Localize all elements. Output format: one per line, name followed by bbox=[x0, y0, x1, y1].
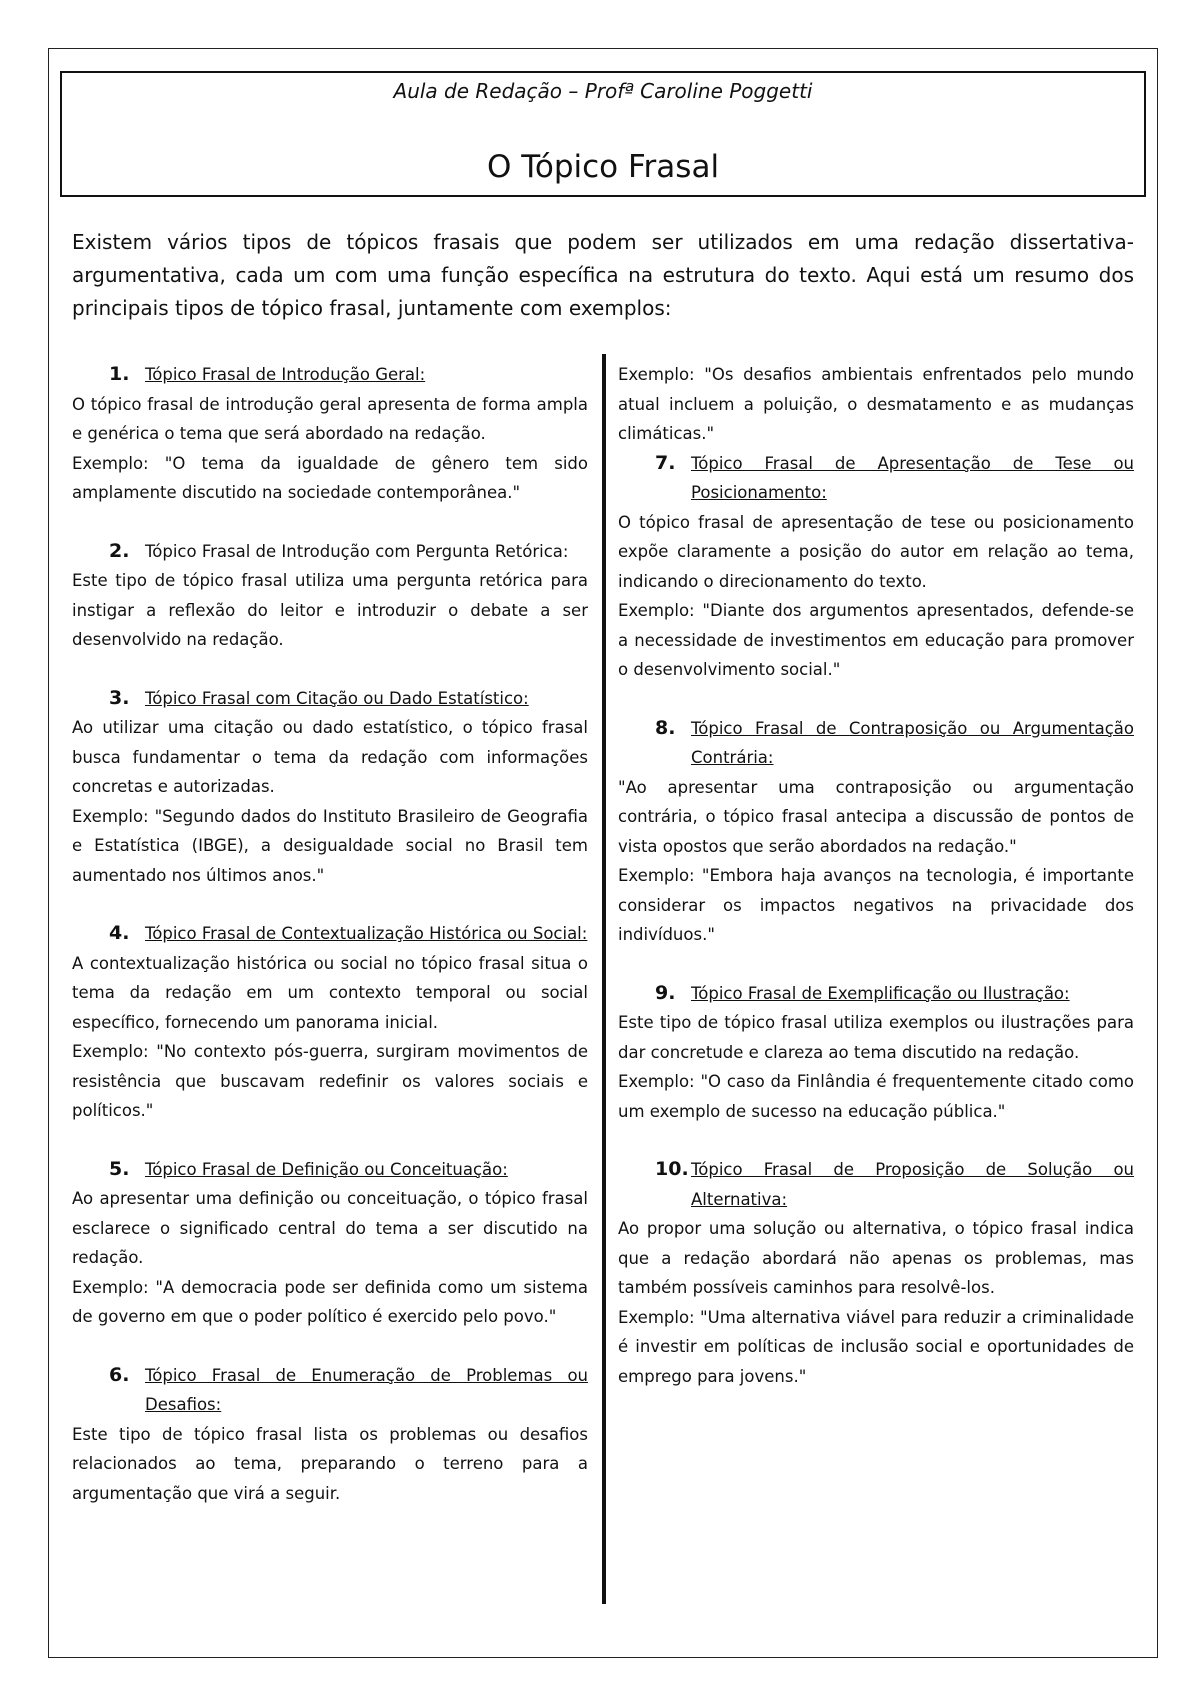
topic-number: 3. bbox=[109, 686, 130, 709]
topic-number: 7. bbox=[655, 451, 676, 474]
topic-description: O tópico frasal de apresentação de tese ou posicionamento expõe claramente a posição do autor em relação ao tema, indicando o direcionamento do texto. bbox=[618, 512, 1134, 591]
topic-number: 4. bbox=[109, 922, 130, 944]
topic-title: Tópico Frasal de Contraposição ou Argumentação Contrária: bbox=[691, 718, 1134, 767]
topic-title: Tópico Frasal de Introdução com Pergunta Retórica: bbox=[145, 541, 569, 561]
topic-description: Ao utilizar uma citação ou dado estatístico, o tópico frasal busca fundamentar o tema da redação com informações concretas e autorizadas. bbox=[72, 718, 588, 796]
topic-example: Exemplo: "O caso da Finlândia é frequentemente citado como um exemplo de sucesso na educação pública." bbox=[618, 1072, 1134, 1121]
topic-example: Exemplo: "No contexto pós-guerra, surgiram movimentos de resistência que buscavam redefinir os valores sociais e políticos." bbox=[72, 1042, 588, 1120]
topic-heading bbox=[618, 1155, 1134, 1214]
topic-8 bbox=[618, 714, 1134, 950]
topic-title: Tópico Frasal de Definição ou Conceituação: bbox=[145, 1159, 508, 1179]
topic-description: O tópico frasal de introdução geral apresenta de forma ampla e genérica o tema que será abordado na redação. bbox=[72, 394, 588, 443]
topic-5 bbox=[72, 1155, 588, 1332]
topic-heading bbox=[72, 1361, 588, 1420]
topic-example: Exemplo: "Diante dos argumentos apresentados, defende-se a necessidade de investimentos em educação para promover o desenvolvimento social." bbox=[618, 601, 1134, 679]
topic-heading bbox=[72, 1155, 588, 1185]
topic-example: Exemplo: "Uma alternativa viável para reduzir a criminalidade é investir em políticas de inclusão social e oportunidades de emprego para jovens." bbox=[618, 1307, 1134, 1386]
topic-heading bbox=[72, 684, 588, 714]
topic-number: 1. bbox=[109, 363, 130, 385]
topic-heading bbox=[618, 979, 1134, 1009]
topic-6 bbox=[72, 1361, 588, 1509]
intro-paragraph: Existem vários tipos de tópicos frasais que podem ser utilizados em uma redação dissertativa-argumentativa, cada um com uma função específica na estrutura do texto. Aqui está um resumo dos principais tipos de tópico frasal, juntamente com exemplos: bbox=[72, 230, 1134, 320]
topic-heading bbox=[618, 714, 1134, 773]
topic-number: 8. bbox=[655, 716, 676, 739]
column-divider bbox=[602, 354, 606, 1604]
topic-description: Este tipo de tópico frasal utiliza exemplos ou ilustrações para dar concretude e clareza ao tema discutido na redação. bbox=[618, 1013, 1134, 1062]
topic-heading bbox=[72, 360, 588, 390]
topic-number: 9. bbox=[655, 981, 676, 1004]
topic-number: 5. bbox=[109, 1157, 130, 1180]
page-title: O Tópico Frasal bbox=[486, 149, 720, 185]
topic-title: Tópico Frasal de Enumeração de Problemas ou Desafios: bbox=[145, 1365, 588, 1414]
topic-title: Tópico Frasal de Exemplificação ou Ilustração: bbox=[691, 983, 1070, 1003]
topic-4 bbox=[72, 919, 588, 1126]
topic-title: Tópico Frasal com Citação ou Dado Estatístico: bbox=[145, 688, 529, 708]
topic-heading bbox=[618, 449, 1134, 508]
right-column bbox=[618, 360, 1134, 1420]
topic-number: 6. bbox=[109, 1363, 130, 1386]
topic-2 bbox=[72, 537, 588, 655]
topic-number: 2. bbox=[109, 539, 130, 562]
topic-3 bbox=[72, 684, 588, 891]
topic-example: Exemplo: "Segundo dados do Instituto Brasileiro de Geografia e Estatística (IBGE), a desigualdade social no Brasil tem aumentado nos últimos anos." bbox=[72, 806, 588, 885]
topic-description: A contextualização histórica ou social no tópico frasal situa o tema da redação em um contexto temporal ou social específico, fornecendo um panorama inicial. bbox=[72, 953, 588, 1032]
topic-description: "Ao apresentar uma contraposição ou argumentação contrária, o tópico frasal antecipa a discussão de pontos de vista opostos que serão abordados na redação." bbox=[618, 777, 1134, 856]
topic-9 bbox=[618, 979, 1134, 1127]
topic-10 bbox=[618, 1155, 1134, 1391]
topic-title: Tópico Frasal de Contextualização Histórica ou Social: bbox=[145, 924, 588, 943]
left-column bbox=[72, 360, 588, 1537]
topic-example: Exemplo: "A democracia pode ser definida como um sistema de governo em que o poder político é exercido pelo povo." bbox=[72, 1277, 588, 1326]
topic-heading bbox=[72, 919, 588, 949]
topic-number: 10. bbox=[655, 1158, 689, 1180]
topic-description: Este tipo de tópico frasal utiliza uma pergunta retórica para instigar a reflexão do leitor e introduzir o debate a ser desenvolvido na redação. bbox=[72, 571, 588, 649]
topic-7 bbox=[618, 449, 1134, 685]
topic-1 bbox=[72, 360, 588, 508]
topic-title: Tópico Frasal de Introdução Geral: bbox=[145, 365, 426, 384]
header-box bbox=[60, 71, 1146, 197]
topic-title: Tópico Frasal de Apresentação de Tese ou Posicionamento: bbox=[691, 453, 1134, 502]
topic-title: Tópico Frasal de Proposição de Solução ou Alternativa: bbox=[691, 1160, 1134, 1209]
topic-description: Ao propor uma solução ou alternativa, o tópico frasal indica que a redação abordará não apenas os problemas, mas também possíveis caminhos para resolvê-los. bbox=[618, 1219, 1134, 1297]
topic-description: Este tipo de tópico frasal lista os problemas ou desafios relacionados ao tema, preparando o terreno para a argumentação que virá a seguir. bbox=[72, 1424, 588, 1503]
topic-example: Exemplo: "O tema da igualdade de gênero tem sido amplamente discutido na sociedade contemporânea." bbox=[72, 453, 588, 502]
topic-description: Ao apresentar uma definição ou conceituação, o tópico frasal esclarece o significado central do tema a ser discutido na redação. bbox=[72, 1189, 588, 1267]
topic-example: Exemplo: "Os desafios ambientais enfrentados pelo mundo atual incluem a poluição, o desmatamento e as mudanças climáticas." bbox=[618, 365, 1134, 443]
header-subtitle: Aula de Redação – Profª Caroline Poggetti bbox=[393, 79, 813, 103]
topic-heading bbox=[72, 537, 588, 567]
topic-example: Exemplo: "Embora haja avanços na tecnologia, é importante considerar os impactos negativos na privacidade dos indivíduos." bbox=[618, 866, 1134, 944]
